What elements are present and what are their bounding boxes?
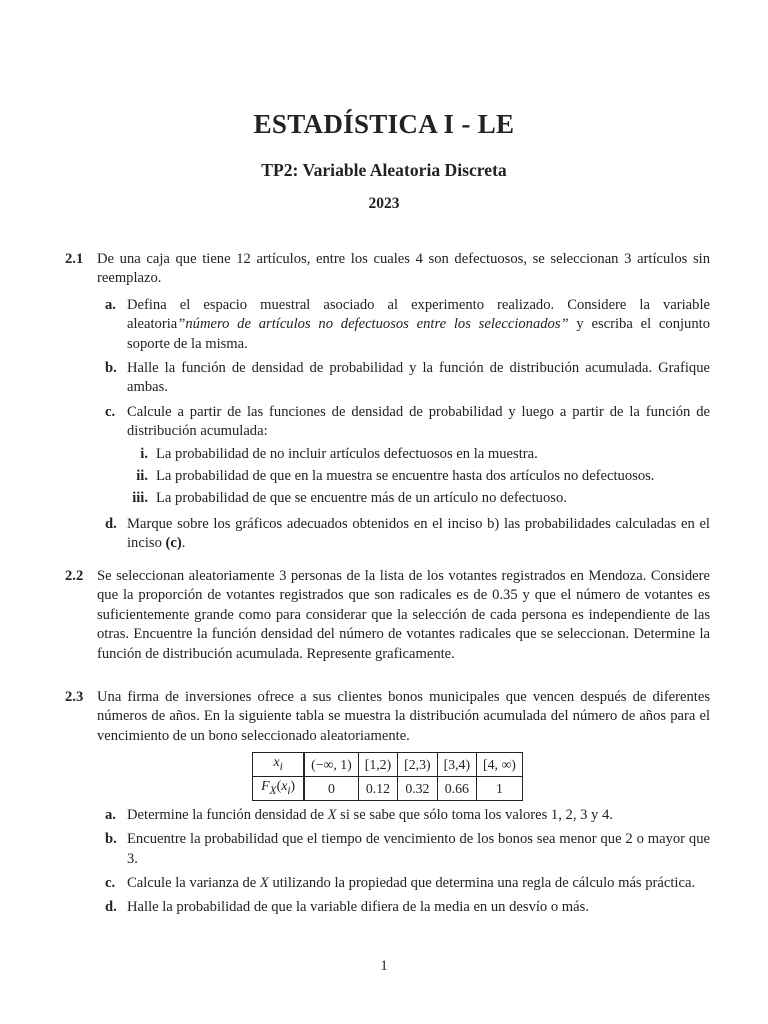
document-title: ESTADÍSTICA I - LE xyxy=(253,109,515,139)
table-row xyxy=(253,776,523,800)
subitem-text: Halle la función de densidad de probabilidad y la función de distribución acumulada. Grafique ambas. xyxy=(127,360,710,396)
problem-label: 2.2 xyxy=(65,568,84,584)
problem-2-2 xyxy=(65,567,710,664)
subitem-d xyxy=(105,898,710,917)
document-subtitle: TP2: Variable Aleatoria Discreta xyxy=(261,160,507,180)
table-row-header: $F_X(x_i)$ xyxy=(253,776,305,800)
table-cell: [2,3) xyxy=(398,753,437,777)
subitem-label: d. xyxy=(105,515,117,532)
table-cell: 0.66 xyxy=(437,776,476,800)
roman-text: La probabilidad de que en la muestra se encuentre hasta dos artículos no defectuosos. xyxy=(156,468,655,485)
subitem-label: d. xyxy=(105,899,117,916)
problem-2-1 xyxy=(65,250,710,554)
problem-label: 2.3 xyxy=(65,689,84,705)
subitem-text: Halle la probabilidad de que la variable difiera de la media en un desvío o más. xyxy=(127,899,589,916)
subitem-c-iii xyxy=(132,489,710,508)
subitem-label: b. xyxy=(105,831,117,848)
table-cell: [4, ∞) xyxy=(477,753,523,777)
subitem-c xyxy=(105,874,710,893)
subitem-text: Marque sobre los gráficos adecuados obtenidos en el inciso b) las probabilidades calculadas en el inciso (c). xyxy=(127,515,710,552)
problem-2-3 xyxy=(65,688,710,918)
roman-label: i. xyxy=(140,445,148,462)
roman-text: La probabilidad de no incluir artículos defectuosos en la muestra. xyxy=(156,445,538,462)
subitem-label: c. xyxy=(105,874,116,891)
subitem-text: Calcule a partir de las funciones de densidad de probabilidad y luego a partir de la función de distribución acumulada: xyxy=(127,403,710,440)
table-cell: 0 xyxy=(304,776,358,800)
subitem-label: a. xyxy=(105,806,116,823)
subitem-a xyxy=(105,806,710,825)
table-row xyxy=(253,753,523,777)
subitem-text: Defina el espacio muestral asociado al experimento realizado. Considere la variable aleatoria”número de artículos no defectuosos entre los seleccionados” y escriba el conjunto soporte de la misma. xyxy=(127,296,710,352)
subitem-c xyxy=(105,403,710,442)
subitem-text: Determine la función densidad de X si se sabe que sólo toma los valores 1, 2, 3 y 4. xyxy=(127,806,613,823)
subitem-b xyxy=(105,359,710,398)
problem-label: 2.1 xyxy=(65,251,84,267)
roman-text: La probabilidad de que se encuentre más de un artículo no defectuoso. xyxy=(156,490,567,507)
document-year: 2023 xyxy=(368,195,400,212)
subitem-label: c. xyxy=(105,403,116,420)
page-number: 1 xyxy=(380,958,388,974)
table-cell: [1,2) xyxy=(358,753,397,777)
subitem-c-i xyxy=(140,445,710,464)
table-cell: (−∞, 1) xyxy=(304,753,358,777)
roman-label: ii. xyxy=(136,468,148,485)
table-cell: [3,4) xyxy=(437,753,476,777)
problem-statement: De una caja que tiene 12 artículos, entre los cuales 4 son defectuosos, se seleccionan 3 artículos sin reemplazo. xyxy=(97,251,710,287)
problem-statement: Una firma de inversiones ofrece a sus clientes bonos municipales que vencen después de diferentes números de años. En la siguiente tabla se muestra la distribución acumulada del número de años para el vencimiento de un bono seleccionado aleatoriamente. xyxy=(97,689,710,744)
subitem-label: a. xyxy=(105,296,116,313)
subitem-text: Encuentre la probabilidad que el tiempo de vencimiento de los bonos sea menor que 2 o mayor que 3. xyxy=(127,831,710,867)
subitem-d xyxy=(105,515,710,554)
table-cell: 0.32 xyxy=(398,776,437,800)
table-cell: 1 xyxy=(477,776,523,800)
subitem-b xyxy=(105,830,710,869)
problem-statement: Se seleccionan aleatoriamente 3 personas de la lista de los votantes registrados en Mendoza. Considere que la proporción de votantes registrados que son radicales es de 0.35 y que el número de votantes es suficientemente grande como para considerar que la selección de cada persona es independiente de las otras. Encuentre la función densidad del número de votantes radicales que se seleccionan. Determine la función de distribución acumulada. Represente graficamente. xyxy=(97,568,710,662)
cumulative-distribution-table xyxy=(252,752,523,801)
table-cell: 0.12 xyxy=(358,776,397,800)
subitem-a xyxy=(105,296,710,354)
subitem-c-ii xyxy=(136,467,710,486)
subitem-text: Calcule la varianza de X utilizando la propiedad que determina una regla de cálculo más práctica. xyxy=(127,874,696,891)
subitem-label: b. xyxy=(105,360,117,377)
table-row-header: $x_i$ xyxy=(253,753,305,777)
roman-label: iii. xyxy=(132,490,148,507)
